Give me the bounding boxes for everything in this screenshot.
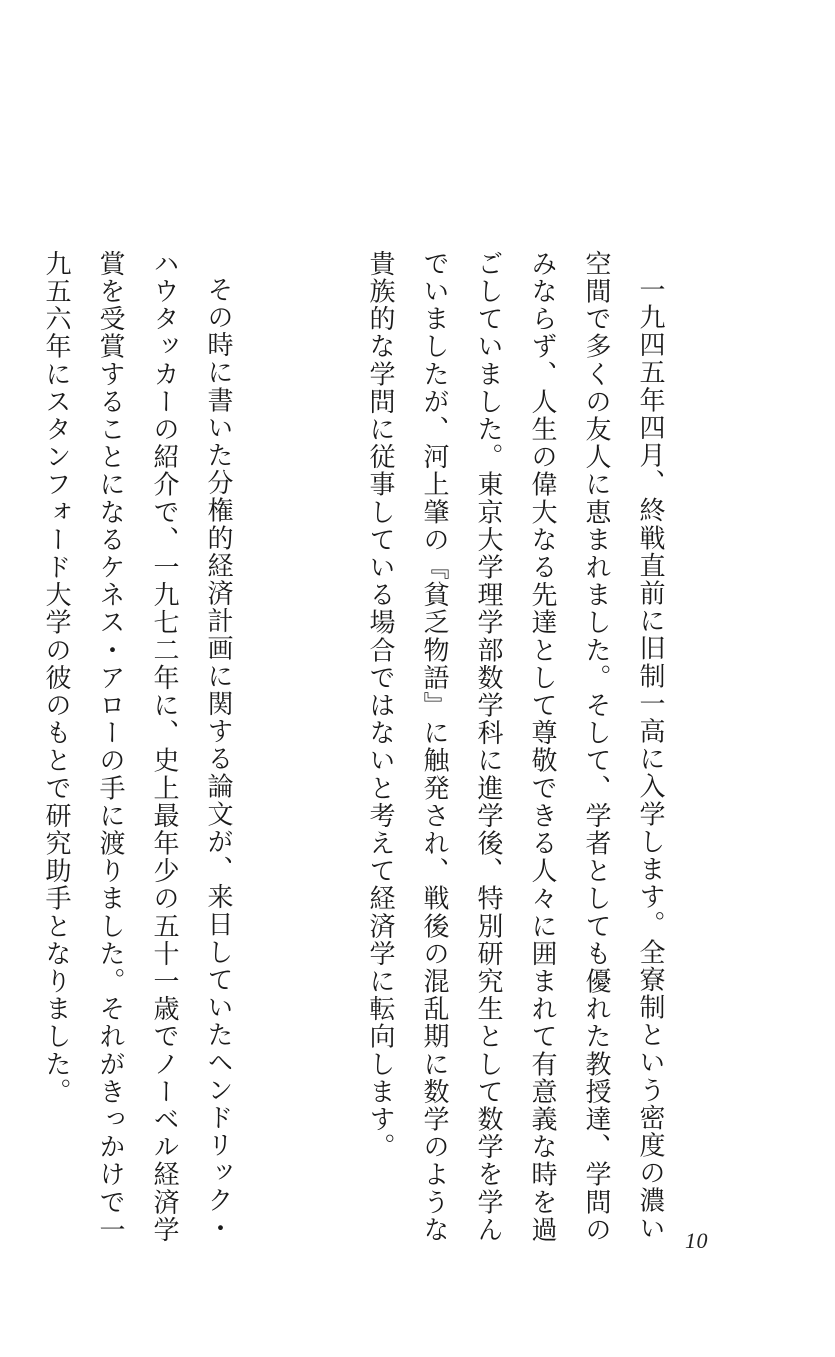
paragraph-2: その時に書いた分権的経済計画に関する論文が、来日していたヘンドリック・ハウタッカーの紹介で、一九七二年に、史上最年少の五十一歳でノーベル経済学賞を受賞することになるケネス・アローの手に渡りました。それがきっかけで一九五六年にスタンフォード大学の彼のもとで研究助手となりました。	[41, 250, 233, 1244]
paragraph-1: 一九四五年四月、終戦直前に旧制一高に入学します。全寮制という密度の濃い空間で多くの友人に恵まれました。そして、学者としても優れた教授達、学問のみならず、人生の偉大なる先達として尊敬できる人々に囲まれて有意義な時を過ごしていました。東京大学理学部数学科に進学後、特別研究生として数学を学んでいましたが、河上肇の『貧乏物語』に触発され、戦後の混乱期に数学のような貴族的な学問に従事している場合ではないと考えて経済学に転向します。	[365, 250, 665, 1244]
vertical-text-body	[0, 250, 785, 1250]
page-number: 10	[685, 1228, 708, 1253]
